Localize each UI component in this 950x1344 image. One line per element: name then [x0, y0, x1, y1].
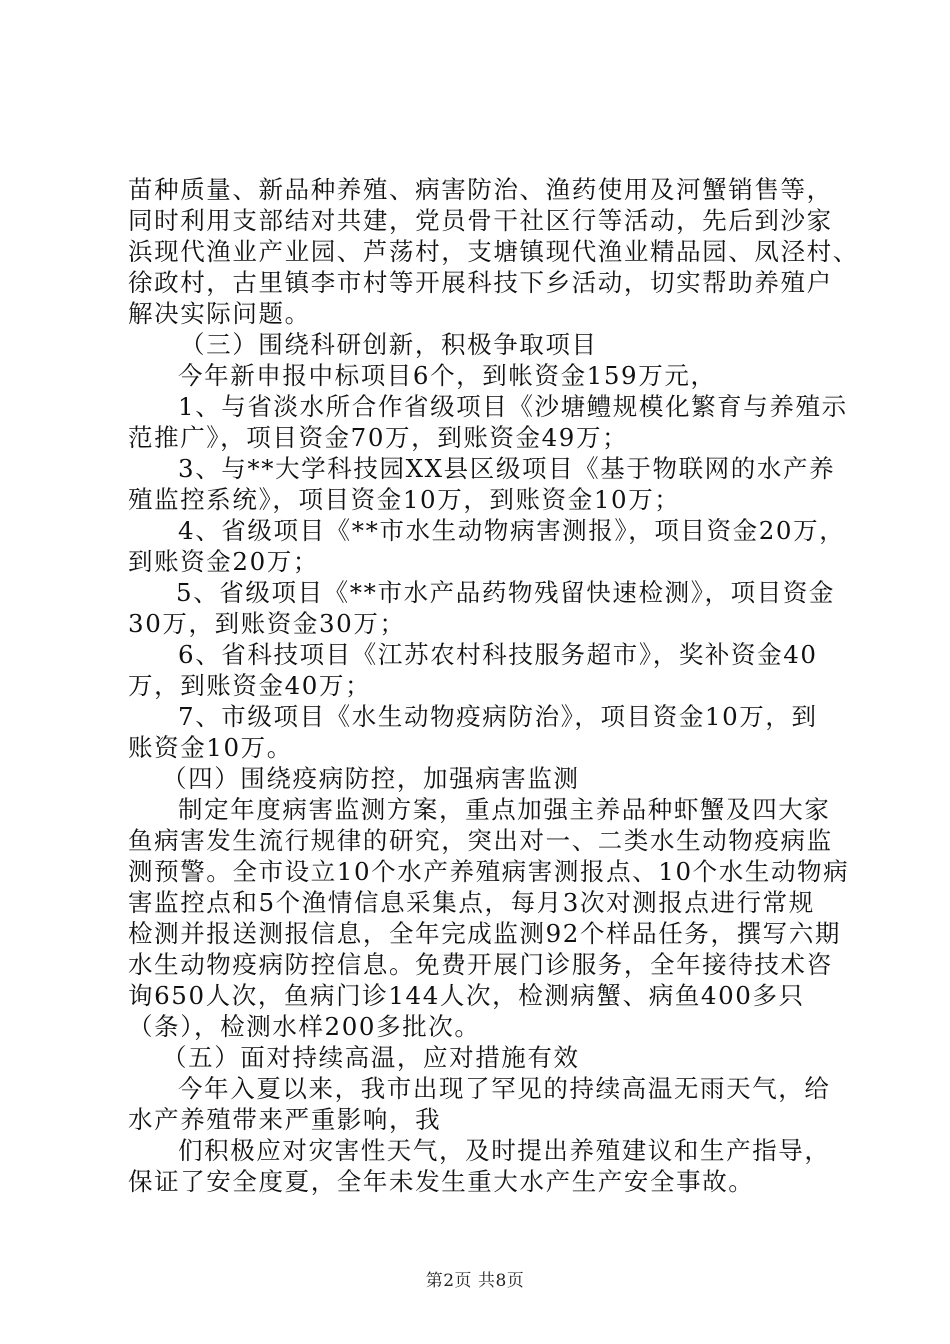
- paragraph-line: 询650人次，鱼病门诊144人次，检测病蟹、病鱼400多只: [128, 981, 805, 1010]
- section-heading: （五）面对持续高温，应对措施有效: [162, 1043, 580, 1072]
- paragraph-line: 水生动物疫病防控信息。免费开展门诊服务，全年接待技术咨: [128, 950, 833, 979]
- section-heading: （四）围绕疫病防控，加强病害监测: [162, 764, 580, 793]
- list-item-line: 4、省级项目《**市水生动物病害测报》，项目资金20万，: [178, 516, 846, 545]
- list-item-line: 范推广》，项目资金70万，到账资金49万；: [128, 423, 629, 452]
- list-item-line: 账资金10万。: [128, 733, 293, 762]
- list-item-line: 3、与**大学科技园XX县区级项目《基于物联网的水产养: [178, 454, 836, 483]
- paragraph-line: 今年入夏以来，我市出现了罕见的持续高温无雨天气，给: [178, 1074, 831, 1103]
- page-number-footer: 第2页 共8页: [425, 1271, 525, 1291]
- list-item-line: 1、与省淡水所合作省级项目《沙塘鳢规模化繁育与养殖示: [178, 392, 848, 421]
- paragraph-line: 解决实际问题。: [128, 299, 311, 328]
- list-item-line: 万，到账资金40万；: [128, 671, 372, 700]
- paragraph-line: 测预警。全市设立10个水产养殖病害测报点、10个水生动物病: [128, 857, 850, 886]
- list-item-line: 30万，到账资金30万；: [128, 609, 406, 638]
- paragraph-line: 苗种质量、新品种养殖、病害防治、渔药使用及河蟹销售等，: [128, 175, 833, 204]
- list-item-line: 6、省科技项目《江苏农村科技服务超市》，奖补资金40: [178, 640, 818, 669]
- list-item-line: 殖监控系统》，项目资金10万，到账资金10万；: [128, 485, 681, 514]
- paragraph-line: 鱼病害发生流行规律的研究，突出对一、二类水生动物疫病监: [128, 826, 833, 855]
- paragraph-line: 徐政村，古里镇李市村等开展科技下乡活动，切实帮助养殖户: [128, 268, 833, 297]
- paragraph-line: 水产养殖带来严重影响，我: [128, 1105, 442, 1134]
- paragraph-line: 们积极应对灾害性天气，及时提出养殖建议和生产指导，: [178, 1136, 831, 1165]
- paragraph-line: 检测并报送测报信息，全年完成监测92个样品任务，撰写六期: [128, 919, 841, 948]
- list-item-line: 7、市级项目《水生动物疫病防治》，项目资金10万，到: [178, 702, 818, 731]
- list-item-line: 到账资金20万；: [128, 547, 319, 576]
- section-heading: （三）围绕科研创新，积极争取项目: [180, 330, 598, 359]
- paragraph-line: 制定年度病害监测方案，重点加强主养品种虾蟹及四大家: [178, 795, 831, 824]
- paragraph-line: 保证了安全度夏，全年未发生重大水产生产安全事故。: [128, 1167, 755, 1196]
- paragraph-line: 同时利用支部结对共建，党员骨干社区行等活动，先后到沙家: [128, 206, 833, 235]
- paragraph-line: （条），检测水样200多批次。: [128, 1012, 481, 1041]
- paragraph-line: 今年新申报中标项目6个，到帐资金159万元，: [178, 361, 717, 390]
- paragraph-line: 浜现代渔业产业园、芦荡村，支塘镇现代渔业精品园、凤泾村、: [128, 237, 859, 266]
- paragraph-line: 害监控点和5个渔情信息采集点，每月3次对测报点进行常规: [128, 888, 815, 917]
- list-item-line: 5、省级项目《**市水产品药物残留快速检测》，项目资金: [176, 578, 836, 607]
